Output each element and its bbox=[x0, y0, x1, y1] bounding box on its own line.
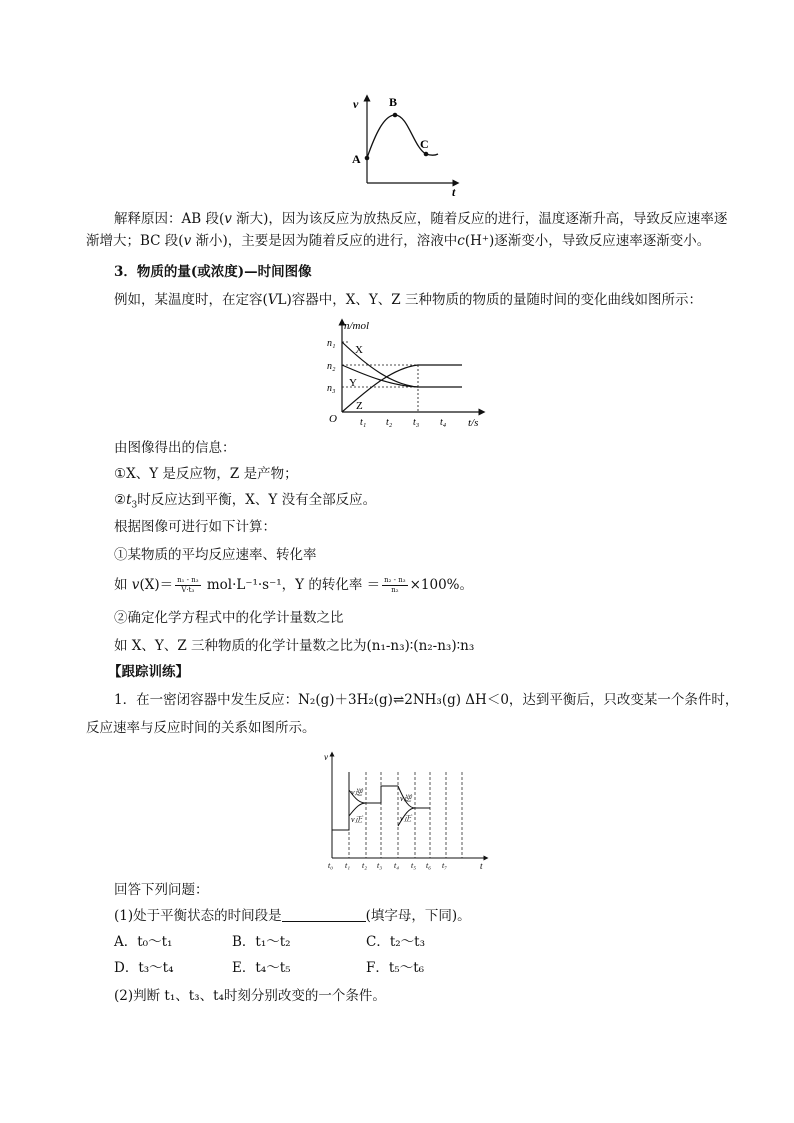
x-tick-t1: t₁ bbox=[345, 861, 351, 870]
calc-line-2: 如 v(X)＝ $\frac{\text{n₁ - n₃}}{\text{V·t₃}}$ mol·L⁻¹·s⁻¹，Y 的转化率 ＝ $\frac{\text{n₂ - n₃}}{\text{n₂}}$ ×100%。 bbox=[114, 576, 474, 594]
question-1-line-2: 反应速率与反应时间的关系如图所示。 bbox=[86, 720, 316, 736]
answer-q1: (1)处于平衡状态的时间段是 (填字母，下同)。 bbox=[114, 908, 471, 924]
figure-velocity-time bbox=[340, 90, 470, 198]
label-v-forward-1: v正 bbox=[351, 815, 363, 824]
calc-line-3: ②确定化学方程式中的化学计量数之比 bbox=[114, 610, 344, 626]
x-tick-t5: t₅ bbox=[411, 861, 417, 870]
y-tick-n3: n₃ bbox=[327, 383, 336, 394]
x-tick-t6: t₆ bbox=[426, 861, 432, 870]
question-1-line-1: 1．在一密闭容器中发生反应：N₂(g)＋3H₂(g)⇌2NH₃(g) ΔH＜0，达到平衡后，只改变某一个条件时， bbox=[114, 692, 739, 708]
point-c bbox=[424, 152, 429, 157]
option-f: F．t₅～t₆ bbox=[366, 960, 425, 976]
fraction-rate: $\frac{\text{n₁ - n₃}}{\text{V·t₃}}$ bbox=[177, 576, 199, 594]
x-axis-label: t/s bbox=[468, 417, 479, 429]
answer-heading: 回答下列问题： bbox=[114, 882, 209, 898]
training-heading: 【跟踪训练】 bbox=[108, 664, 189, 680]
info-line-2: $②t_3$时反应达到平衡，X、Y 没有全部反应。 bbox=[114, 492, 377, 511]
rate-line-equilibrium-2 bbox=[366, 786, 398, 803]
section-3-heading: 3．物质的量(或浓度)—时间图像 bbox=[114, 264, 312, 280]
info-heading: 由图像得出的信息： bbox=[114, 440, 236, 456]
option-e: E．t₄～t₅ bbox=[232, 960, 291, 976]
x-tick-t3: t₃ bbox=[413, 417, 420, 428]
x-tick-t1: t₁ bbox=[360, 417, 367, 428]
rate-line-equilibrium-1 bbox=[332, 772, 349, 830]
x-tick-t2: t₂ bbox=[386, 417, 393, 428]
y-tick-n2: n₂ bbox=[327, 361, 336, 372]
x-tick-t4: t₄ bbox=[440, 417, 447, 428]
label-a: A bbox=[352, 152, 361, 166]
fraction-conversion: $\frac{\text{n₂ - n₃}}{\text{n₂}}$ bbox=[384, 576, 406, 594]
x-tick-t3: t₃ bbox=[377, 861, 383, 870]
curve-label-x: X bbox=[355, 344, 363, 356]
label-c: C bbox=[420, 137, 429, 151]
x-tick-t2: t₂ bbox=[362, 861, 368, 870]
info-line-1: ①X、Y 是反应物，Z 是产物； bbox=[114, 466, 298, 482]
y-tick-n1: n₁ bbox=[327, 338, 336, 349]
point-a bbox=[365, 156, 370, 161]
curve-label-y: Y bbox=[349, 377, 357, 389]
answer-blank[interactable] bbox=[282, 907, 366, 922]
y-axis-label: v bbox=[353, 97, 359, 111]
label-b: B bbox=[389, 95, 398, 109]
label-v-reverse-2: v逆 bbox=[400, 794, 412, 803]
y-axis-label: v bbox=[324, 752, 328, 762]
explanation-paragraph: 解释原因：AB 段(v 渐大)，因为该反应为放热反应，随着反应的进行，温度逐渐升高，导致反应速率逐渐增大；BC 段(v 渐小)，主要是因为随着反应的进行，溶液中c(H⁺)逐渐变小，导致反应速率逐渐变小。 bbox=[86, 211, 728, 249]
example-line: 例如，某温度时，在定容(VL)容器中，X、Y、Z 三种物质的物质的量随时间的变化曲线如图所示： bbox=[114, 292, 702, 308]
figure-amount-time bbox=[322, 318, 492, 430]
option-d: D．t₃～t₄ bbox=[114, 960, 174, 976]
x-axis-label: t bbox=[452, 185, 456, 198]
x-tick-t0: t₀ bbox=[328, 861, 334, 870]
point-b bbox=[393, 113, 398, 118]
option-b: B．t₁～t₂ bbox=[232, 934, 291, 950]
curve-label-z: Z bbox=[356, 400, 363, 412]
answer-q2: (2)判断 t₁、t₃、t₄时刻分别改变的一个条件。 bbox=[114, 988, 386, 1004]
origin-label: O bbox=[329, 413, 337, 425]
x-tick-t7: t₇ bbox=[442, 861, 448, 870]
calc-line-4: 如 X、Y、Z 三种物质的化学计量数之比为(n₁-n₃)∶(n₂-n₃)∶n₃ bbox=[114, 638, 475, 654]
x-tick-t4: t₄ bbox=[394, 861, 400, 870]
option-a: A．t₀～t₁ bbox=[114, 934, 173, 950]
x-axis-label: t bbox=[480, 861, 483, 871]
calc-heading: 根据图像可进行如下计算： bbox=[114, 519, 276, 535]
label-v-forward-2: v正 bbox=[400, 814, 412, 823]
option-c: C．t₂～t₃ bbox=[366, 934, 426, 950]
y-axis-label: n/mol bbox=[344, 320, 370, 332]
figure-rate-time-steps bbox=[322, 750, 492, 872]
calc-line-1: ①某物质的平均反应速率、转化率 bbox=[114, 547, 317, 563]
label-v-reverse-1: v逆 bbox=[351, 788, 363, 797]
